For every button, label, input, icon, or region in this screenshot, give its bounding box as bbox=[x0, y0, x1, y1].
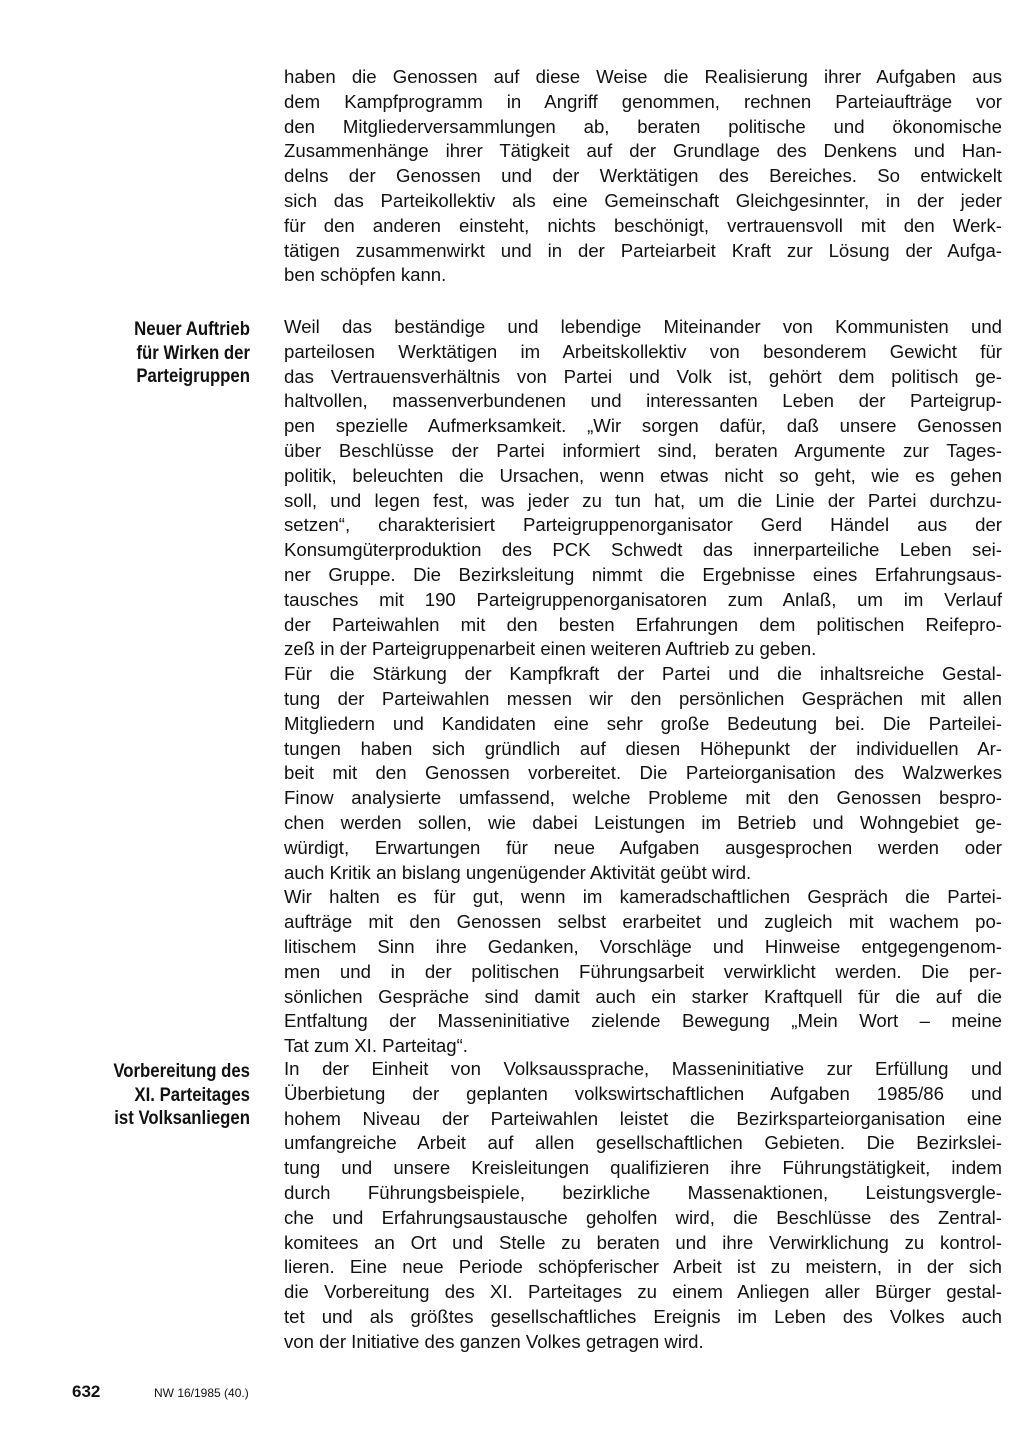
paragraph bbox=[284, 662, 1002, 885]
text-line: lieren. Eine neue Periode schöpferischer Arbeit ist zu meistern, in der sich bbox=[284, 1256, 1002, 1278]
heading-line: ist Volksanliegen bbox=[114, 1107, 250, 1129]
text-line: das Vertrauensverhältnis von Partei und Volk ist, gehört dem politisch ge- bbox=[284, 365, 1002, 387]
text-line: den Mitgliederversammlungen ab, beraten politische und ökonomische bbox=[284, 115, 1002, 137]
text-line: Mitgliedern und Kandidaten eine sehr große Bedeutung bei. Die Parteilei- bbox=[284, 712, 1002, 734]
text-line: über Beschlüsse der Partei informiert sind, beraten Argumente zur Tages- bbox=[284, 439, 1002, 461]
section-heading-parteigruppen bbox=[87, 318, 250, 389]
section-heading-volksanliegen bbox=[87, 1060, 250, 1131]
text-line: haben die Genossen auf diese Weise die Realisierung ihrer Aufgaben aus bbox=[284, 66, 1002, 87]
text-line: che und Erfahrungsaustausche geholfen wird, die Beschlüsse des Zentral- bbox=[284, 1206, 1002, 1228]
text-line: Tat zum XI. Parteitag“. bbox=[284, 1035, 468, 1057]
text-line: Wir halten es für gut, wenn im kameradschaftlichen Gespräch die Partei- bbox=[284, 886, 1002, 908]
continuation-paragraph bbox=[284, 65, 1002, 288]
text-line: aufträge mit den Genossen selbst erarbeitet und zugleich mit wachem po- bbox=[284, 911, 1002, 933]
text-line: politik, beleuchten die Ursachen, wenn etwas nicht so geht, wie es gehen bbox=[284, 464, 1002, 486]
text-line: setzen“, charakterisiert Parteigruppenorganisator Gerd Händel aus der bbox=[284, 514, 1002, 536]
text-line: Weil das beständige und lebendige Miteinander von Kommunisten und bbox=[284, 316, 1002, 337]
text-line: ner Gruppe. Die Bezirksleitung nimmt die Ergebnisse eines Erfahrungsaus- bbox=[284, 563, 1002, 585]
text-line: parteilosen Werktätigen im Arbeitskollektiv von besonderem Gewicht für bbox=[284, 340, 1002, 362]
text-line: tausches mit 190 Parteigruppenorganisatoren zum Anlaß, um im Verlauf bbox=[284, 588, 1002, 610]
heading-line: Vorbereitung des bbox=[113, 1060, 250, 1082]
text-line: tung der Parteiwahlen messen wir den persönlichen Gesprächen mit allen bbox=[284, 687, 1002, 709]
text-line: Finow analysierte umfassend, welche Probleme mit den Genossen bespro- bbox=[284, 787, 1002, 809]
text-line: auch Kritik an bislang ungenügender Aktivität geübt wird. bbox=[284, 861, 752, 883]
text-line: tungen haben sich gründlich auf diesen Höhepunkt der individuellen Ar- bbox=[284, 737, 1002, 759]
heading-line: für Wirken der bbox=[136, 341, 250, 364]
text-line: sich das Parteikollektiv als eine Gemeinschaft Gleichgesinnter, in der jeder bbox=[284, 189, 1002, 211]
text-line: durch Führungsbeispiele, bezirkliche Massenaktionen, Leistungsvergle- bbox=[284, 1181, 1002, 1203]
text-line: Zusammenhänge ihrer Tätigkeit auf der Grundlage des Denkens und Han- bbox=[284, 140, 1002, 162]
text-line: der Parteiwahlen mit den besten Erfahrungen dem politischen Reifepro- bbox=[284, 613, 1002, 635]
issue-reference: NW 16/1985 (40.) bbox=[154, 1386, 249, 1400]
section-parteigruppen-body bbox=[284, 315, 1002, 1059]
text-line: Für die Stärkung der Kampfkraft der Partei und die inhaltsreiche Gestal- bbox=[284, 663, 1002, 685]
text-line: Entfaltung der Masseninitiative zielende Bewegung „Mein Wort – meine bbox=[284, 1010, 1002, 1032]
text-line: würdigt, Erwartungen für neue Aufgaben ausgesprochen werden oder bbox=[284, 836, 1002, 858]
heading-line: Parteigruppen bbox=[136, 365, 250, 387]
text-line: für den anderen einsteht, nichts beschönigt, vertrauensvoll mit den Werk- bbox=[284, 214, 1002, 236]
text-line: dem Kampfprogramm in Angriff genommen, rechnen Parteiaufträge vor bbox=[284, 90, 1002, 112]
text-line: litischem Sinn ihre Gedanken, Vorschläge und Hinweise entgegengenom- bbox=[284, 935, 1002, 957]
text-line: die Vorbereitung des XI. Parteitages zu einem Anliegen aller Bürger gestal- bbox=[284, 1281, 1002, 1303]
text-line: sönlichen Gespräche sind damit auch ein starker Kraftquell für die auf die bbox=[284, 985, 1002, 1007]
text-line: delns der Genossen und der Werktätigen des Bereiches. So entwickelt bbox=[284, 165, 1002, 187]
text-line: tung und unsere Kreisleitungen qualifizieren ihre Führungstätigkeit, indem bbox=[284, 1157, 1002, 1179]
text-line: komitees an Ort und Stelle zu beraten und ihre Verwirklichung zu kontrol- bbox=[284, 1231, 1002, 1253]
text-line: von der Initiative des ganzen Volkes getragen wird. bbox=[284, 1330, 704, 1352]
text-line: zeß in der Parteigruppenarbeit einen weiteren Auftrieb zu geben. bbox=[284, 638, 817, 660]
text-line: chen werden sollen, wie dabei Leistungen im Betrieb und Wohngebiet ge- bbox=[284, 811, 1002, 833]
page-number: 632 bbox=[72, 1382, 101, 1401]
paragraph bbox=[284, 885, 1002, 1059]
heading-line: XI. Parteitages bbox=[134, 1083, 250, 1106]
text-line: men und in der politischen Führungsarbeit verwirklicht werden. Die per- bbox=[284, 960, 1002, 982]
paragraph bbox=[284, 315, 1002, 662]
text-line: tet und als größtes gesellschaftliches Ereignis im Leben des Volkes auch bbox=[284, 1305, 1002, 1327]
section-volksanliegen-body bbox=[284, 1057, 1002, 1355]
text-line: Überbietung der geplanten volkswirtschaftlichen Aufgaben 1985/86 und bbox=[284, 1082, 1002, 1104]
text-line: hohem Niveau der Parteiwahlen leistet die Bezirksparteiorganisation eine bbox=[284, 1107, 1002, 1129]
text-line: tätigen zusammenwirkt und in der Parteiarbeit Kraft zur Lösung der Aufga- bbox=[284, 239, 1002, 261]
text-line: In der Einheit von Volksaussprache, Masseninitiative zur Erfüllung und bbox=[284, 1058, 1002, 1079]
text-line: umfangreiche Arbeit auf allen gesellschaftlichen Gebieten. Die Bezirkslei- bbox=[284, 1132, 1002, 1154]
text-line: ben schöpfen kann. bbox=[284, 264, 447, 286]
text-line: beit mit den Genossen vorbereitet. Die Parteiorganisation des Walzwerkes bbox=[284, 762, 1002, 784]
text-line: Konsumgüterproduktion des PCK Schwedt das innerparteiliche Leben sei- bbox=[284, 539, 1002, 561]
text-line: pen spezielle Aufmerksamkeit. „Wir sorgen dafür, daß unsere Genossen bbox=[284, 415, 1002, 437]
heading-line: Neuer Auftrieb bbox=[134, 318, 250, 340]
text-line: soll, und legen fest, was jeder zu tun hat, um die Linie der Partei durchzu- bbox=[284, 489, 1002, 511]
text-line: haltvollen, massenverbundenen und interessanten Leben der Parteigrup- bbox=[284, 390, 1002, 412]
